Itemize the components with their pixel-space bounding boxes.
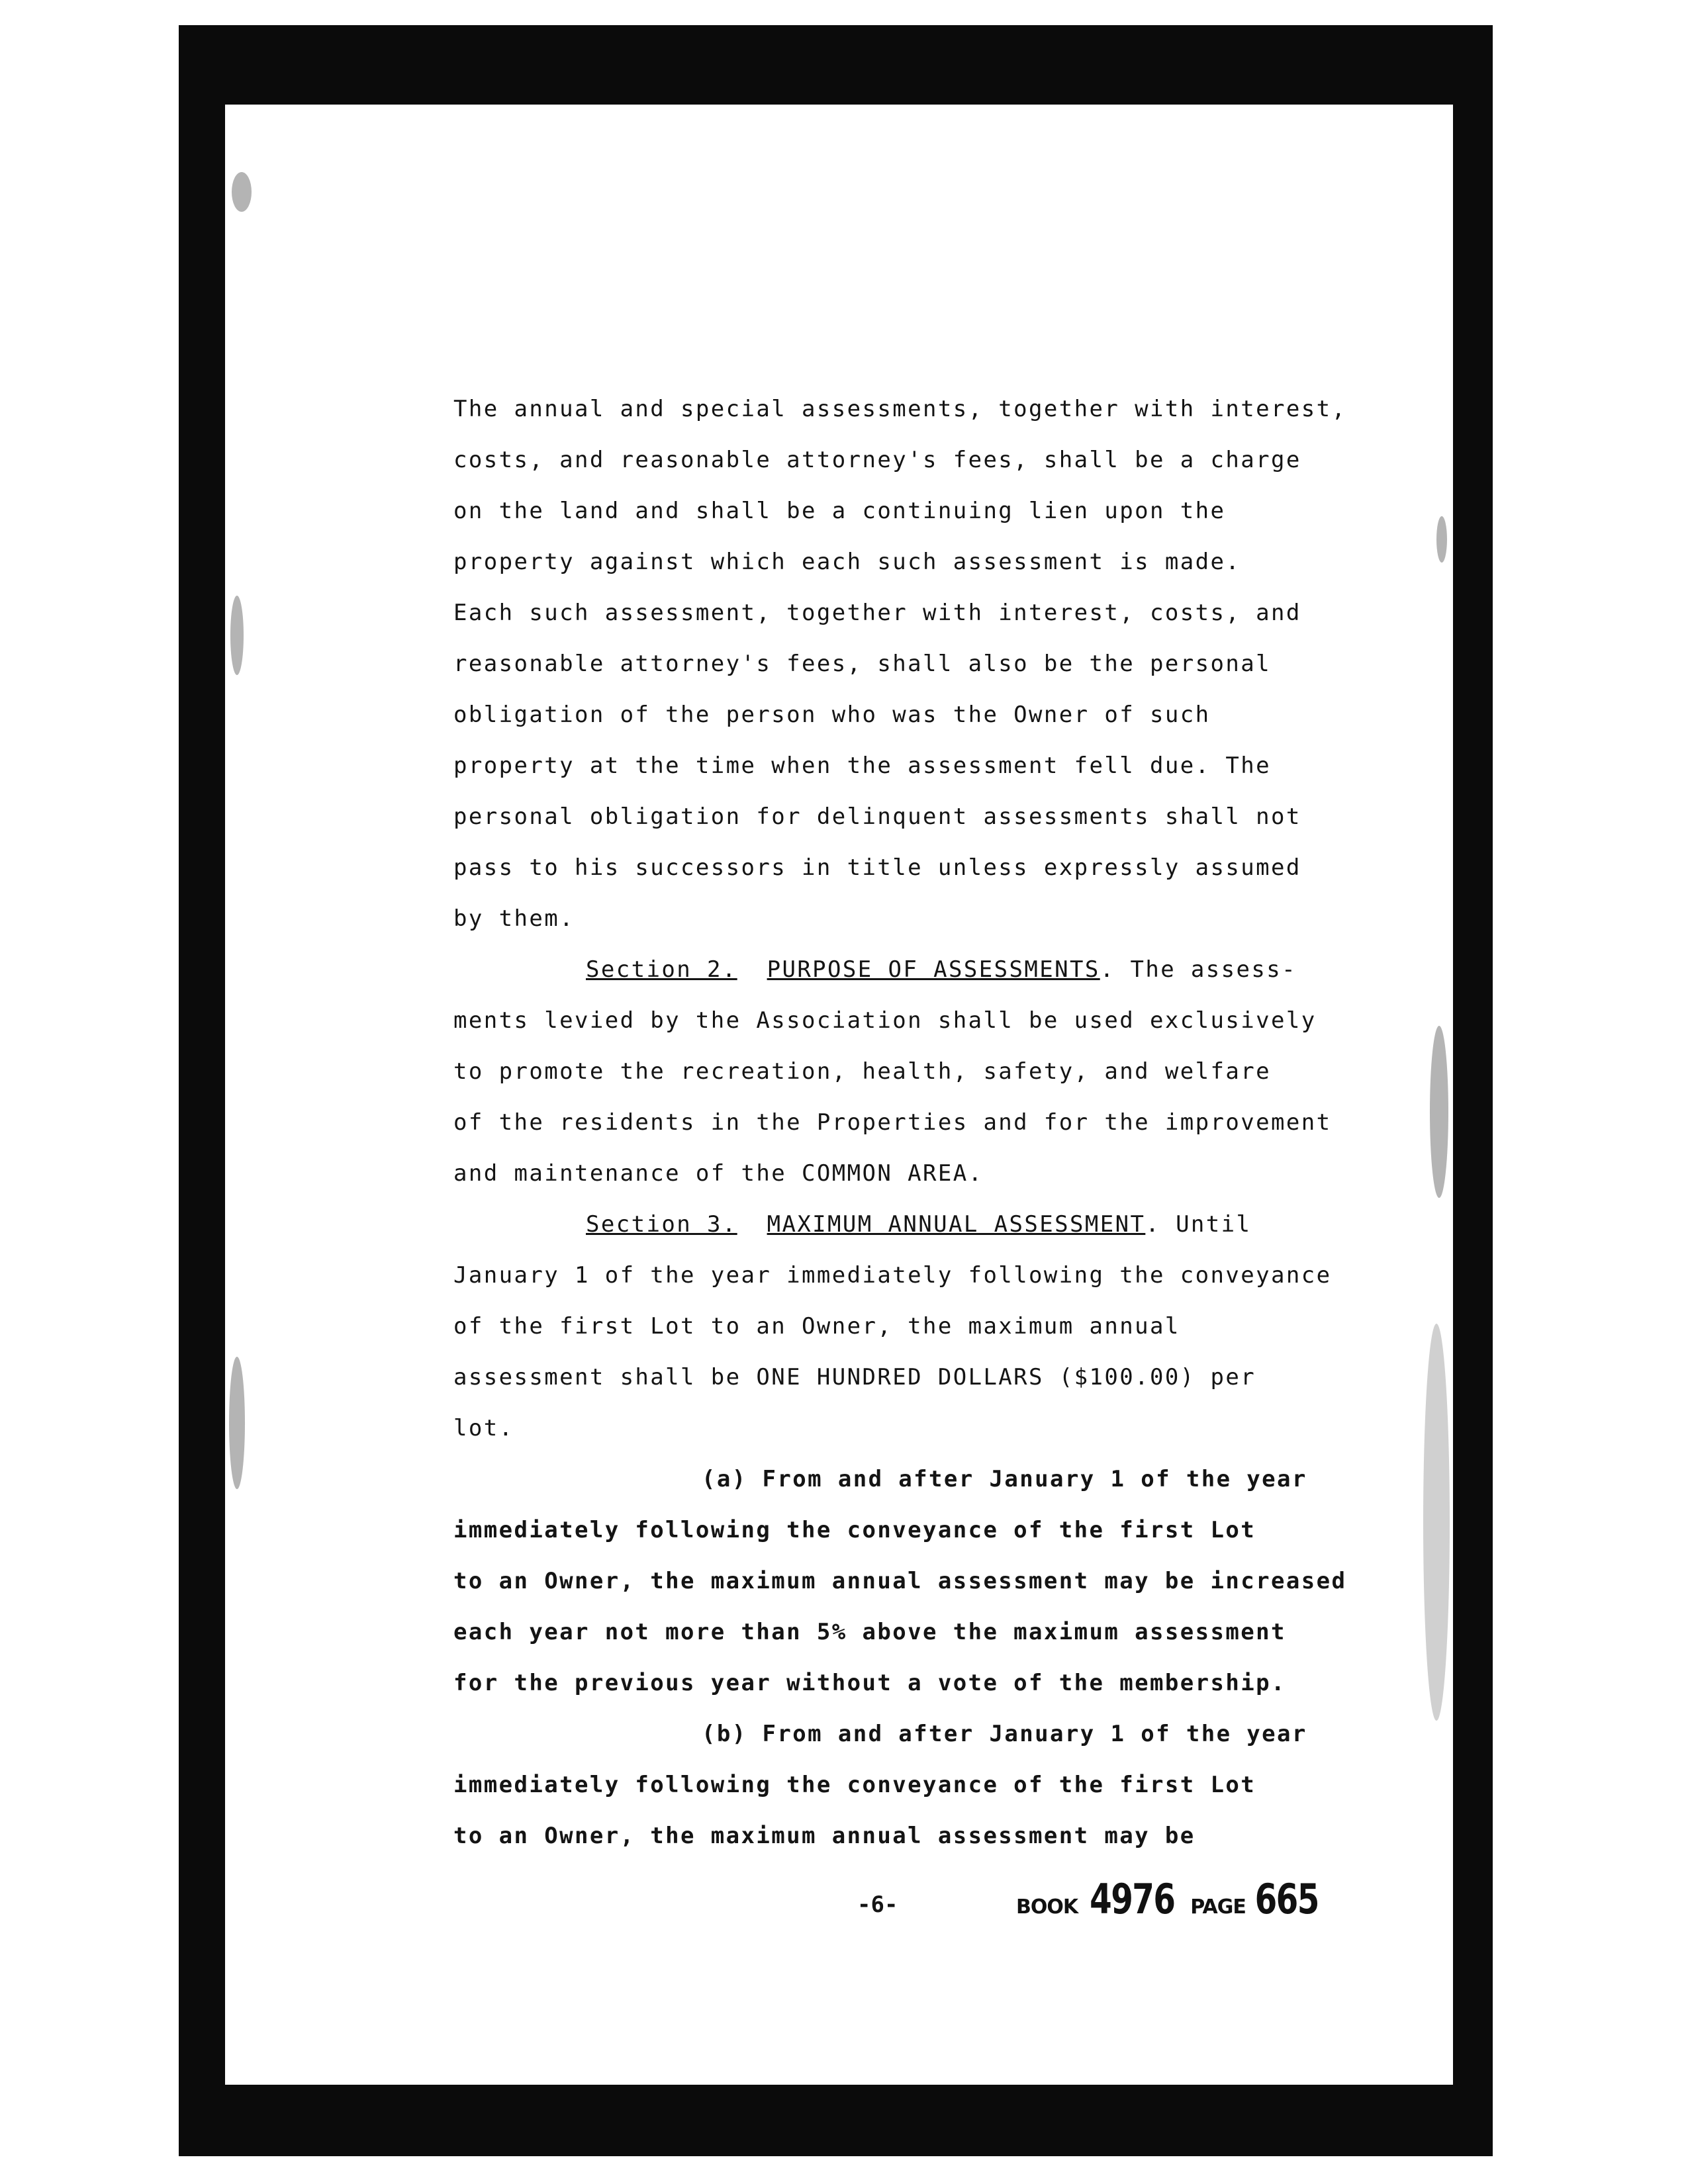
scan-noise	[229, 1357, 245, 1489]
text-line: property at the time when the assessment fell due. The	[453, 752, 1271, 779]
text-line: and maintenance of the COMMON AREA.	[453, 1160, 984, 1187]
text-line: each year not more than 5% above the maximum assessment	[453, 1619, 1286, 1645]
text-line: The annual and special assessments, together with interest,	[453, 396, 1347, 422]
text-line: lot.	[453, 1415, 514, 1441]
text-line: Each such assessment, together with interest, costs, and	[453, 600, 1301, 626]
text-line: pass to his successors in title unless expressly assumed	[453, 854, 1301, 881]
text-line: to promote the recreation, health, safety, and welfare	[453, 1058, 1271, 1085]
subsection-a-first-line: (a) From and after January 1 of the year	[702, 1466, 1307, 1492]
page-label: PAGE	[1190, 1895, 1246, 1919]
stamp-page-number: 665	[1254, 1875, 1319, 1923]
section-2-label: Section 2.	[586, 956, 737, 983]
book-page-stamp	[1016, 1875, 1327, 1923]
scan-border-top	[179, 25, 1493, 105]
scan-border-bottom	[179, 2085, 1493, 2156]
text-line: for the previous year without a vote of the membership.	[453, 1670, 1286, 1696]
text-line: property against which each such assessment is made.	[453, 549, 1241, 575]
scan-noise	[1430, 1026, 1448, 1198]
section-3-label: Section 3.	[586, 1211, 737, 1238]
text-line: costs, and reasonable attorney's fees, shall be a charge	[453, 447, 1301, 473]
scan-border-left	[179, 25, 225, 2156]
text-line: of the residents in the Properties and for the improvement	[453, 1109, 1332, 1136]
text-line: to an Owner, the maximum annual assessment may be	[453, 1823, 1196, 1849]
text-line: immediately following the conveyance of the first Lot	[453, 1517, 1256, 1543]
scan-border-right	[1453, 25, 1493, 2156]
text-line: January 1 of the year immediately following the conveyance	[453, 1262, 1332, 1289]
scan-noise	[230, 596, 244, 675]
text-line: reasonable attorney's fees, shall also be the personal	[453, 651, 1271, 677]
subsection-b-first-line: (b) From and after January 1 of the year	[702, 1721, 1307, 1747]
text-line: by them.	[453, 905, 575, 932]
text-line: on the land and shall be a continuing lien upon the	[453, 498, 1226, 524]
scan-noise	[1436, 516, 1447, 563]
scan-noise	[1423, 1324, 1450, 1721]
text-line: personal obligation for delinquent assessments shall not	[453, 803, 1301, 830]
scan-noise	[232, 172, 252, 212]
text-line: obligation of the person who was the Owner of such	[453, 702, 1211, 728]
page-number: -6-	[857, 1891, 898, 1918]
text-line: immediately following the conveyance of the first Lot	[453, 1772, 1256, 1798]
text-line: assessment shall be ONE HUNDRED DOLLARS ($100.00) per	[453, 1364, 1256, 1390]
book-label: BOOK	[1016, 1895, 1078, 1919]
text-line: to an Owner, the maximum annual assessment may be increased	[453, 1568, 1347, 1594]
text-line: of the first Lot to an Owner, the maximum annual	[453, 1313, 1180, 1340]
section-3-title: MAXIMUM ANNUAL ASSESSMENT	[767, 1211, 1146, 1238]
section-2-title: PURPOSE OF ASSESSMENTS	[767, 956, 1100, 983]
section-2-heading-rest: . The assess-	[1100, 956, 1297, 983]
book-number: 4976	[1090, 1875, 1175, 1923]
section-2-heading-line	[586, 956, 1297, 983]
section-3-heading-line	[586, 1211, 1251, 1238]
document-page	[225, 105, 1453, 2085]
section-3-heading-rest: . Until	[1145, 1211, 1252, 1238]
text-line: ments levied by the Association shall be used exclusively	[453, 1007, 1317, 1034]
